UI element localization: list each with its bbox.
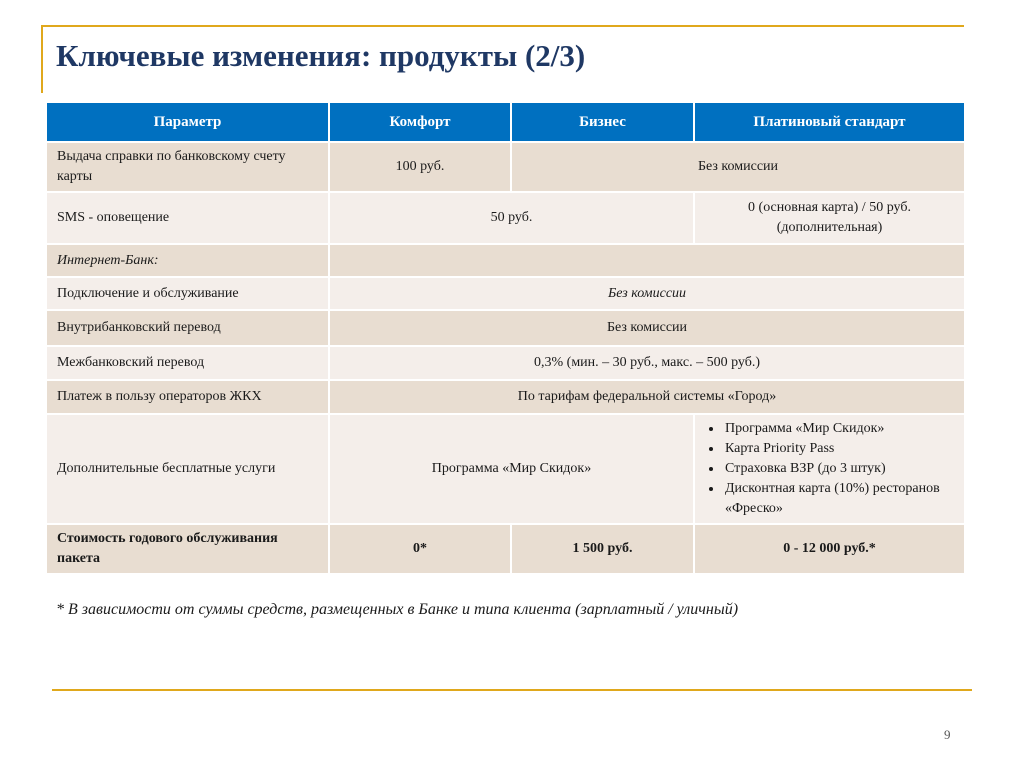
table-row [46, 380, 965, 414]
cell-all-packages: По тарифам федеральной системы «Город» [329, 380, 965, 414]
cell-business-platinum: Без комиссии [511, 142, 965, 192]
table-row [46, 277, 965, 310]
cell-platinum: 0 (основная карта) / 50 руб. (дополнительная) [694, 192, 965, 244]
table-row [46, 346, 965, 380]
list-item: • Программа «Мир Скидок» [723, 419, 954, 439]
cell-empty [329, 244, 965, 277]
table-row [46, 310, 965, 346]
header-comfort: Комфорт [329, 102, 511, 142]
bottom-rule [52, 689, 972, 691]
page-number: 9 [944, 727, 951, 742]
header-business: Бизнес [511, 102, 694, 142]
row-param-label: Дополнительные бесплатные услуги [46, 414, 329, 524]
page-title: Ключевые изменения: продукты (2/3) [56, 38, 586, 73]
cell-all-packages: Без комиссии [329, 277, 965, 310]
cell-platinum [694, 414, 965, 524]
products-table [45, 101, 966, 575]
row-param-label: Внутрибанковский перевод [46, 310, 329, 346]
title-left-rule [41, 25, 43, 93]
cell-comfort-business: Программа «Мир Скидок» [329, 414, 694, 524]
table-row [46, 244, 965, 277]
row-param-label: SMS - оповещение [46, 192, 329, 244]
header-platinum: Платиновый стандарт [694, 102, 965, 142]
cell-all-packages: Без комиссии [329, 310, 965, 346]
row-param-label: Стоимость годового обслуживания пакета [46, 524, 329, 574]
list-item: • Карта Priority Pass [723, 439, 954, 459]
table-row [46, 192, 965, 244]
cell-platinum: 0 - 12 000 руб.* [694, 524, 965, 574]
cell-comfort-business: 50 руб. [329, 192, 694, 244]
row-param-label: Выдача справки по банковскому счету карты [46, 142, 329, 192]
table-row [46, 414, 965, 524]
row-param-label: Подключение и обслуживание [46, 277, 329, 310]
row-param-label: Межбанковский перевод [46, 346, 329, 380]
platinum-services-list [705, 419, 954, 519]
footnote: * В зависимости от суммы средств, размещенных в Банке и типа клиента (зарплатный / уличный) [56, 601, 739, 618]
cell-business: 1 500 руб. [511, 524, 694, 574]
table-header-row [46, 102, 965, 142]
table-row [46, 524, 965, 574]
list-item: • Дисконтная карта (10%) ресторанов «Фреско» [723, 479, 954, 519]
list-item: • Страховка ВЗР (до 3 штук) [723, 459, 954, 479]
header-parameter: Параметр [46, 102, 329, 142]
cell-all-packages: 0,3% (мин. – 30 руб., макс. – 500 руб.) [329, 346, 965, 380]
cell-comfort: 0* [329, 524, 511, 574]
title-top-rule [41, 25, 964, 27]
row-param-label: Платеж в пользу операторов ЖКХ [46, 380, 329, 414]
cell-comfort: 100 руб. [329, 142, 511, 192]
table-row [46, 142, 965, 192]
row-section-label: Интернет-Банк: [46, 244, 329, 277]
